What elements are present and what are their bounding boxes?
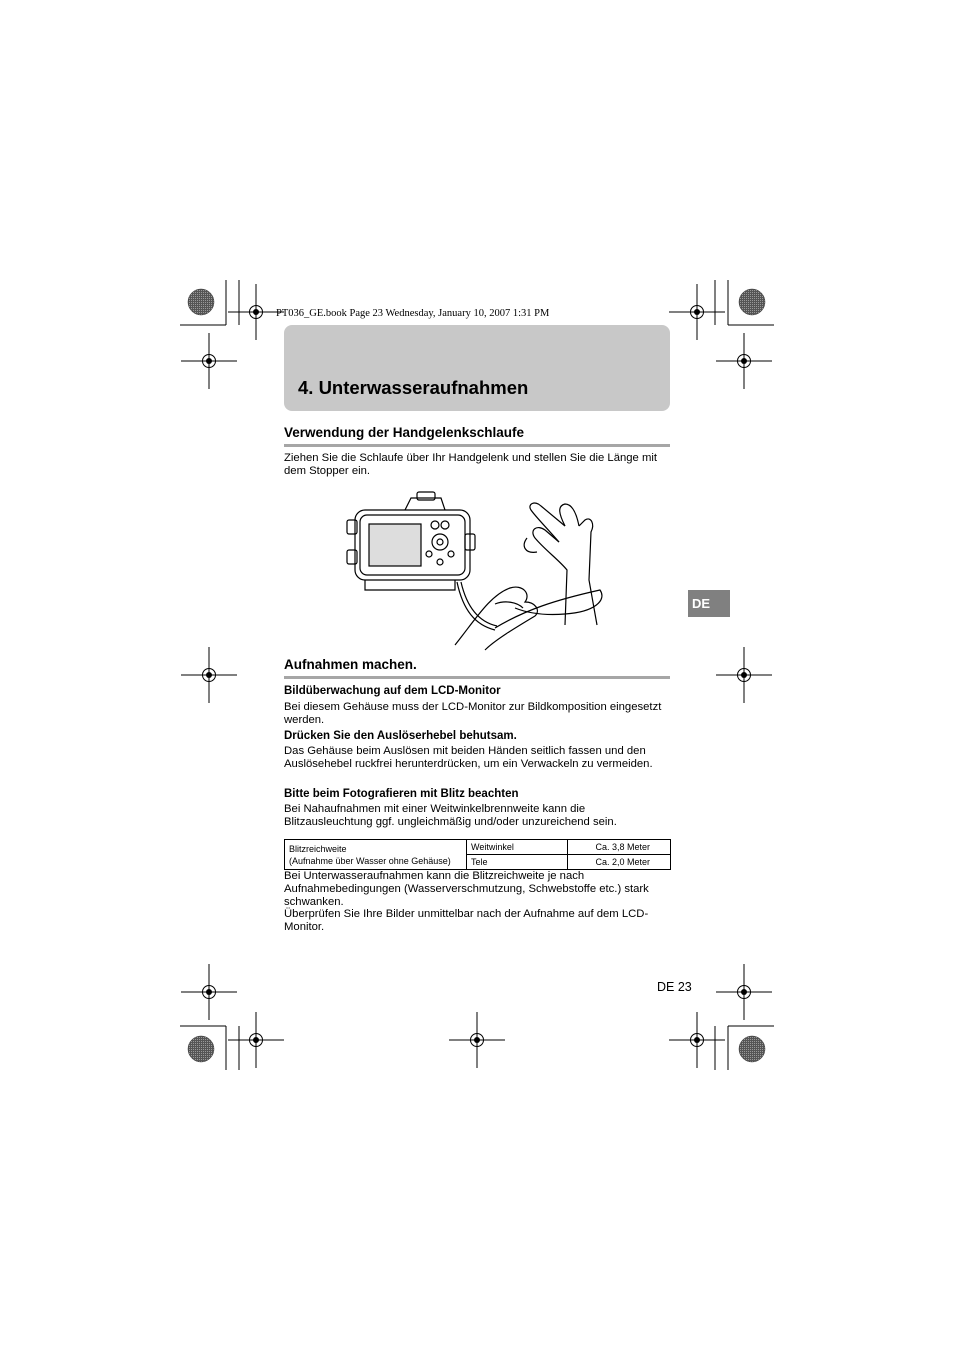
table-cell-range: Ca. 2,0 Meter bbox=[568, 855, 671, 870]
registration-mark-icon bbox=[181, 647, 237, 703]
table-cell-mode: Weitwinkel bbox=[467, 840, 568, 855]
flash-range-table bbox=[284, 839, 671, 870]
subsection-text-lcd: Bei diesem Gehäuse muss der LCD-Monitor zur Bildkomposition eingesetzt werden. bbox=[284, 701, 662, 726]
page-number: DE 23 bbox=[657, 980, 692, 994]
subsection-text-shutter: Das Gehäuse beim Auslösen mit beiden Händen seitlich fassen und den Auslösehebel ruckfrei herunterdrücken, um ein Verwackeln zu vermeiden. bbox=[284, 745, 653, 770]
camera-housing-illustration bbox=[345, 490, 610, 655]
section-title-shooting: Aufnahmen machen. bbox=[284, 657, 417, 672]
registration-mark-icon bbox=[181, 964, 237, 1020]
registration-mark-icon bbox=[716, 647, 772, 703]
chapter-title: 4. Unterwasseraufnahmen bbox=[298, 377, 529, 398]
subsection-text-flash: Bei Nahaufnahmen mit einer Weitwinkelbrennweite kann die Blitzausleuchtung ggf. ungleichmäßig und/oder unzureichend sein. bbox=[284, 803, 617, 828]
section-text-wrist-strap: Ziehen Sie die Schlaufe über Ihr Handgelenk und stellen Sie die Länge mit dem Stopper ein. bbox=[284, 452, 658, 477]
table-label-line: Blitzreichweite bbox=[289, 843, 347, 854]
registration-mark-icon bbox=[669, 1012, 725, 1068]
file-header: PT036_GE.book Page 23 Wednesday, January 10, 2007 1:31 PM bbox=[276, 308, 550, 319]
table-label-cell bbox=[285, 840, 467, 870]
subsection-title-shutter: Drücken Sie den Auslöserhebel behutsam. bbox=[284, 730, 517, 742]
table-cell-mode: Tele bbox=[467, 855, 568, 870]
registration-mark-icon bbox=[716, 333, 772, 389]
color-target-icon bbox=[739, 1036, 765, 1062]
language-tab: DE bbox=[688, 590, 730, 617]
table-row bbox=[285, 840, 671, 855]
section-rule bbox=[284, 676, 670, 679]
subsection-title-lcd: Bildüberwachung auf dem LCD-Monitor bbox=[284, 685, 501, 697]
registration-mark-icon bbox=[669, 284, 725, 340]
color-target-icon bbox=[188, 1036, 214, 1062]
footer-paragraph-2: Überprüfen Sie Ihre Bilder unmittelbar nach der Aufnahme auf dem LCD-Monitor. bbox=[284, 908, 649, 933]
registration-mark-icon bbox=[449, 1012, 505, 1068]
footer-paragraph-1: Bei Unterwasseraufnahmen kann die Blitzreichweite je nach Aufnahmebedingungen (Wasserverschmutzung, Schwebstoffe etc.) stark schwanken. bbox=[284, 870, 649, 908]
color-target-icon bbox=[188, 289, 214, 315]
registration-mark-icon bbox=[716, 964, 772, 1020]
table-cell-range: Ca. 3,8 Meter bbox=[568, 840, 671, 855]
color-target-icon bbox=[739, 289, 765, 315]
subsection-title-flash: Bitte beim Fotografieren mit Blitz beachten bbox=[284, 788, 519, 800]
table-label-line: (Aufnahme über Wasser ohne Gehäuse) bbox=[289, 855, 451, 866]
section-rule bbox=[284, 444, 670, 447]
registration-mark-icon bbox=[228, 1012, 284, 1068]
registration-mark-icon bbox=[181, 333, 237, 389]
section-title-wrist-strap: Verwendung der Handgelenkschlaufe bbox=[284, 425, 525, 440]
